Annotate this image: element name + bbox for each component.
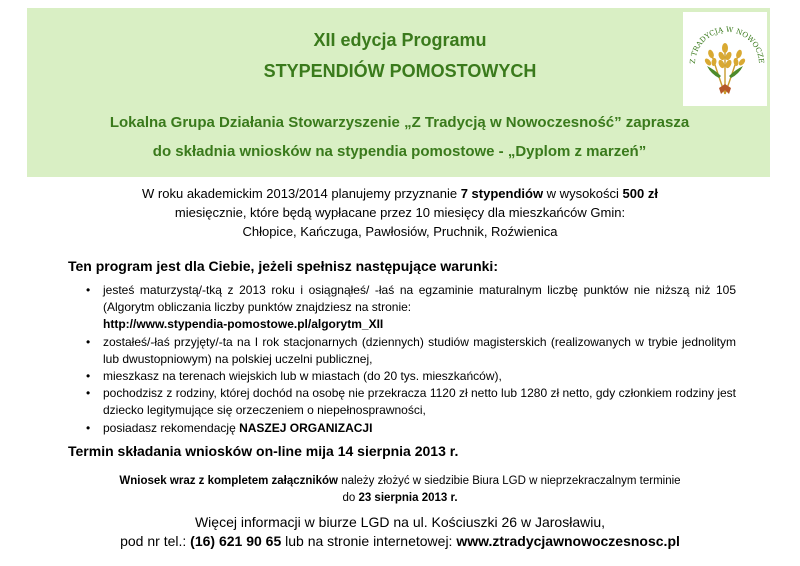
note-bold: Wniosek wraz z kompletem załączników — [119, 475, 338, 487]
note-text: należy złożyć w siedzibie Biura LGD w nieprzekraczalnym terminie — [337, 475, 681, 487]
list-item — [86, 385, 736, 419]
condition-text: zostałeś/-łaś przyjęty/-ta na I rok stacjonarnych (dziennych) studiów magisterskich (realizowanych w trybie jednolitym lub dwustopniowym) na polskiej uczelni publicznej, — [103, 334, 736, 366]
bullet-icon: • — [86, 386, 91, 401]
scholarship-count: 7 stypendiów — [460, 186, 544, 201]
list-item — [86, 420, 736, 437]
summary-line-1 — [40, 184, 760, 203]
contact-line-1: Więcej informacji w biurze LGD na ul. Kościuszki 26 w Jarosławiu, — [194, 514, 606, 530]
scholarship-amount: 500 zł — [622, 186, 658, 201]
invitation-line-2: do składnia wniosków na stypendia pomostowe - „Dyplom z marzeń” — [152, 143, 647, 160]
note-text: do — [342, 492, 359, 504]
note-line-1 — [40, 473, 760, 490]
condition-text: posiadasz rekomendację — [103, 420, 240, 435]
summary-line-3: Chłopice, Kańczuga, Pawłosiów, Pruchnik, Roźwienica — [242, 224, 558, 239]
list-item — [86, 334, 736, 368]
submission-deadline-date: 23 sierpnia 2013 r. — [358, 492, 458, 504]
summary-line-2: miesięcznie, które będą wypłacane przez 10 miesięcy dla mieszkańców Gmin: — [174, 205, 626, 220]
phone-number: (16) 621 90 65 — [190, 533, 282, 549]
contact-line-2 — [40, 532, 760, 551]
bullet-icon: • — [86, 283, 91, 297]
conditions-list — [86, 282, 736, 437]
bullet-icon: • — [86, 420, 91, 435]
contact-info — [40, 513, 760, 551]
program-edition-title: XII edycja Programu — [313, 30, 487, 50]
invitation-line-1: Lokalna Grupa Działania Stowarzyszenie „Z Tradycją w Nowoczesność” zaprasza — [109, 114, 690, 131]
organization-recommendation: NASZEJ ORGANIZACJI — [239, 420, 373, 435]
summary-text: w wysokości — [543, 186, 623, 201]
online-deadline: Termin składania wniosków on-line mija 14 sierpnia 2013 r. — [68, 443, 459, 459]
summary-text: W roku akademickim 2013/2014 planujemy przyznanie — [142, 186, 461, 201]
condition-text: mieszkasz na terenach wiejskich lub w miastach (do 20 tys. mieszkańców), — [103, 369, 502, 384]
conditions-heading: Ten program jest dla Ciebie, jeżeli spełnisz następujące warunki: — [68, 258, 498, 274]
algorithm-link[interactable]: http://www.stypendia-pomostowe.pl/algorytm_XII — [103, 317, 384, 332]
organization-logo — [683, 12, 767, 106]
note-line-2 — [40, 490, 760, 507]
list-item — [86, 368, 736, 385]
contact-text: pod nr tel.: — [120, 533, 191, 549]
contact-text: lub na stronie internetowej: — [281, 533, 457, 549]
bullet-icon: • — [86, 334, 91, 349]
logo-text: Z TRADYCJĄ W NOWOCZE — [687, 24, 767, 65]
condition-text: jesteś maturzystą/-tką z 2013 roku i osiągnąłeś/ -łaś na egzaminie maturalnym liczbę punktów nie niższą niż 105 (Algorytm obliczania liczby punktów znajdziesz na stronie: — [103, 283, 736, 315]
condition-text: pochodzisz z rodziny, której dochód na osobę nie przekracza 1120 zł netto lub 1280 zł netto, gdy członkiem rodziny jest dziecko legitymujące się orzeczeniem o niepełnosprawności, — [103, 386, 736, 418]
bullet-icon: • — [86, 369, 91, 384]
scholarship-summary — [40, 184, 760, 241]
program-name-title: STYPENDIÓW POMOSTOWYCH — [263, 61, 537, 81]
submission-note — [40, 473, 760, 507]
list-item — [86, 282, 736, 334]
website-link[interactable]: www.ztradycjawnowoczesnosc.pl — [456, 533, 680, 549]
